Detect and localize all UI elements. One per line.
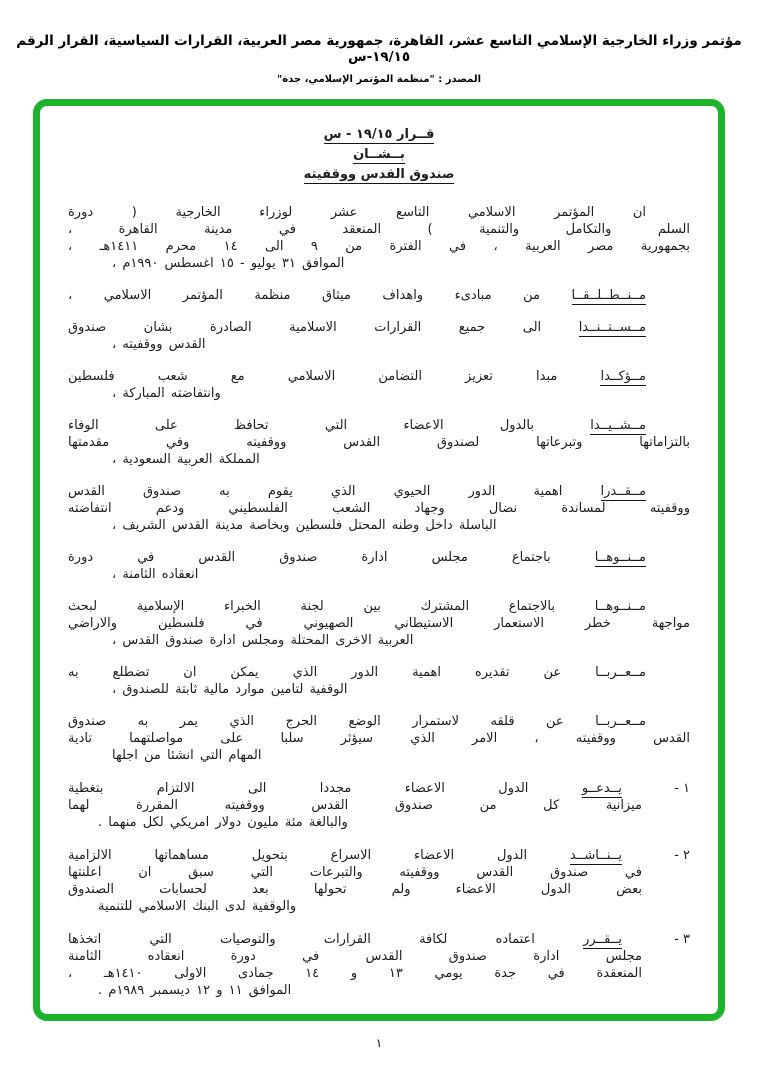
text-line: بالتزاماتها وتبرعاتها لصندوق القدس ووقفيته وفي مقدمتها [68,435,690,450]
text-line: مــؤكــدا مبدا تعزيز التضامن الاسلامي مع شعب فلسطين [68,369,646,384]
preamble-paragraph [68,204,690,272]
text-line: المملكة العربية السعودية ، [112,452,260,467]
text-line: مــنــطــلــقــا من مبادىء واهداف ميثاق منظمة المؤتمر الاسلامي ، [68,288,646,303]
text-line: والبالغة مئة مليون دولار امريكي لكل منهما . [98,815,348,830]
decision-heading-row [68,144,690,164]
item-number: ٢ - [674,848,690,863]
text-line: في صندوق القدس ووقفيته والتبرعات التي سبق ان اعلنتها [68,865,642,880]
preamble-paragraph [68,483,690,534]
text-line: مــشــيــدا بالدول الاعضاء التي تحافظ على الوفاء [68,418,646,433]
paragraph-keyword: مــنــطــلــقــا [571,288,646,303]
text-line: يــقــرر اعتماده لكافة القرارات والتوصيات التي اتخذها [68,932,622,947]
text-line: السلم والتكامل والتنمية ) المنعقد في مدينة القاهرة ، [68,222,690,237]
decision-number-line: قــرار ١٩/١٥ - س [323,127,435,142]
paragraph-keyword: يــقــرر [583,932,622,947]
operative-item [68,931,690,999]
green-border-frame [33,99,725,1021]
page-number: ١ [375,1036,383,1050]
text-line: يــنــاشــد الدول الاعضاء الاسراع بتحويل مساهماتها الالزامية [68,848,622,863]
text-line: القدس ووقفيته ، [112,337,206,352]
text-line: ان المؤتمر الاسلامي التاسع عشر لوزراء الخارجية ( دورة [68,205,646,220]
paragraph-keyword: يــنــاشــد [569,848,622,863]
text-line: انعقاده الثامنة ، [112,567,199,582]
text-line: مــســتــنــدا الى جميع القرارات الاسلامية الصادرة بشان صندوق [68,320,646,335]
paragraph-keyword: مــنــوهــا [594,550,646,565]
paragraph-keyword: مــقــدرا [600,484,646,499]
item-number: ١ - [674,781,690,796]
item-number: ٣ - [674,932,690,947]
text-line: مــعــربــا عن قلقه لاستمرار الوضع الحرج الذي يمر به صندوق [68,714,646,729]
text-line: ووقفيته لمساندة نضال وجهاد الشعب الفلسطيني ودعم انتفاضته [68,501,690,516]
text-line: بعض الدول الاعضاء ولم تحولها بعد لحسابات الصندوق [68,882,642,897]
paragraph-keyword: مــســتــنــدا [578,320,646,335]
conference-title-line: مؤتمر وزراء الخارجية الإسلامي التاسع عشر، القاهرة، جمهورية مصر العربية، القرارات السياسية، القرار الرقم ١٩/١٥-س [16,33,742,65]
paragraph-keyword: مــنــوهــا [594,599,646,614]
text-line: مــنــوهــا بالاجتماع المشترك بين لجنة الخبراء الإسلامية لبحث [68,599,646,614]
text-line: المهام التي انشئا من اجلها [112,748,262,763]
text-line: يــدعــو الدول الاعضاء مجددا الى الالتزام بتغطية [68,781,622,796]
text-line: مــقــدرا اهمية الدور الحيوي الذي يقوم به صندوق القدس [68,484,646,499]
text-line: العربية الاخرى المحتلة ومجلس ادارة صندوق القدس ، [112,633,414,648]
preamble-paragraph [68,368,690,402]
preamble-paragraph [68,598,690,649]
item-text [68,780,642,831]
paragraph-keyword: مــشــيــدا [590,418,646,433]
operative-items [68,780,690,999]
source-line: المصدر : "منظمة المؤتمر الإسلامي، جدة" [276,74,481,85]
preamble-paragraph [68,713,690,764]
text-line: بجمهورية مصر العربية ، في الفترة من ٩ الى ١٤ محرم ١٤١١هـ ، [68,239,690,254]
preamble-paragraph [68,549,690,583]
decision-heading-row [68,124,690,144]
paragraph-keyword: مــؤكــدا [600,369,646,384]
paragraph-keyword: مــعــربــا [595,665,646,680]
text-line: مــعــربــا عن تقديره اهمية الدور الذي يمكن ان تضطلع به [68,665,646,680]
decision-regarding-line: بــشــان [353,147,405,162]
text-line: وانتفاضته المباركة ، [112,386,221,401]
text-line: الموافق ١١ و ١٢ ديسمبر ١٩٨٩م . [98,983,292,998]
decision-heading-row [68,164,690,184]
text-line: مواجهة خطر الاستعمار الاستيطاني الصهيوني في فلسطين والاراضي [68,616,690,631]
document-header [0,33,758,85]
text-line: القدس ووقفيته ، الامر الذي سيؤثر سلبا على مواصلتهما تادية [68,731,690,746]
text-line: الموافق ٣١ يوليو - ١٥ اغسطس ١٩٩٠م ، [112,256,345,271]
text-line: مــنــوهــا باجتماع مجلس ادارة صندوق القدس في دورة [68,550,646,565]
text-line: المنعقدة في جدة يومي ١٣ و ١٤ جمادى الاولى ١٤١٠هـ ، [68,966,642,981]
decision-subject-line: صندوق القدس ووقفيته [303,167,455,182]
preamble-paragraph [68,287,690,304]
text-line: الباسلة داخل وطنه المحتل فلسطين وبخاصة مدينة القدس الشريف ، [112,518,497,533]
decision-heading [68,124,690,184]
preamble-paragraph [68,417,690,468]
preamble-paragraph [68,664,690,698]
item-text [68,931,642,999]
operative-item [68,780,690,831]
preamble-paragraph [68,319,690,353]
paragraph-keyword: يــدعــو [581,781,622,796]
text-line: الوقفية لتامين موارد مالية ثابتة للصندوق ، [112,682,348,697]
text-line: ميزانية كل من صندوق القدس ووقفيته المقررة لهما [68,798,642,813]
text-line: مجلس ادارة صندوق القدس في دورة انعقاده الثامنة [68,949,642,964]
operative-item [68,847,690,915]
text-line: والوقفية لدى البنك الاسلامي للتنمية [98,899,297,914]
item-text [68,847,642,915]
paragraph-keyword: مــعــربــا [595,714,646,729]
